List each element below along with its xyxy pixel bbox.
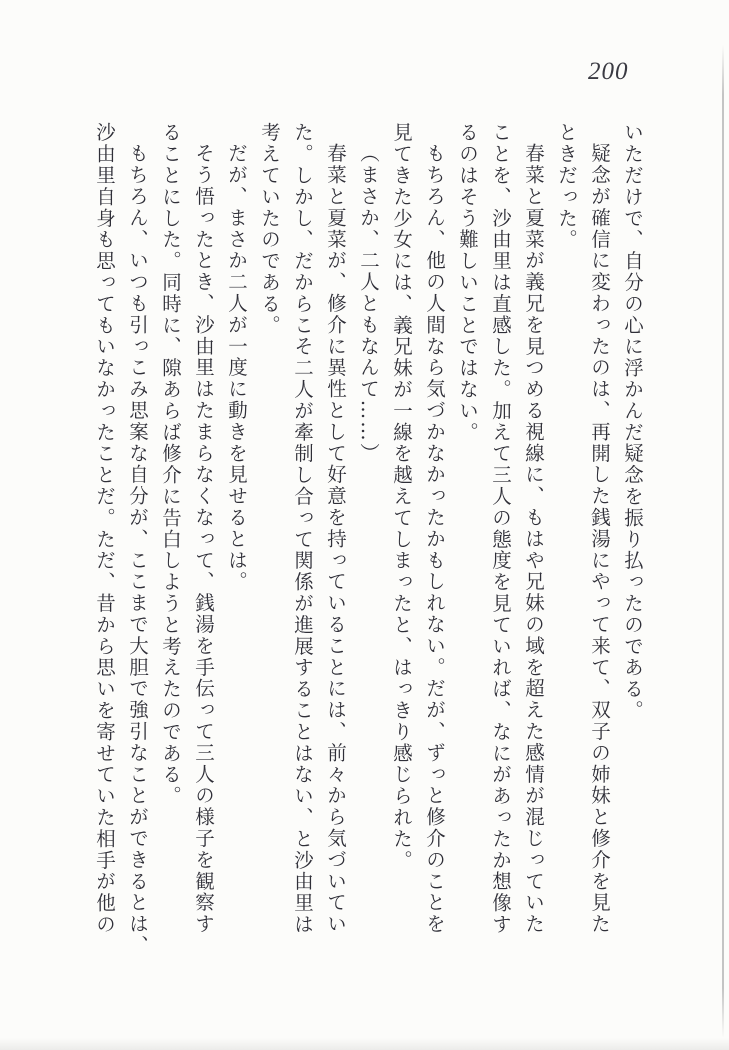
text-line: だが、まさか二人が一度に動きを見せるとは。: [225, 143, 248, 593]
text-line: もちろん、いつも引っこみ思案な自分が、ここまで大胆で強引なことができるとは、: [126, 143, 149, 957]
text-line: た。しかし、だからこそ二人が牽制し合って関係が進展することはない、と沙由里は: [291, 122, 314, 936]
text-line: 沙由里自身も思ってもいなかったことだ。ただ、昔から思いを寄せていた相手が他の: [93, 122, 116, 936]
text-line: もちろん、他の人間なら気づかなかったかもしれない。だが、ずっと修介のことを: [423, 143, 446, 936]
text-line: ことを、沙由里は直感した。加えて三人の態度を見ていれば、なにがあったか想像す: [489, 122, 512, 936]
page-bottom-shadow: [0, 1038, 729, 1050]
text-line: 疑念が確信に変わったのは、再開した銭湯にやって来て、双子の姉妹と修介を見た: [588, 143, 611, 936]
body-text-block: [88, 122, 649, 960]
text-line: 考えていたのである。: [258, 122, 281, 336]
text-line: 春菜と夏菜が義兄を見つめる視線に、もはや兄妹の域を超えた感情が混じっていた: [522, 143, 545, 936]
page-number: 200: [588, 58, 629, 85]
text-line: ときだった。: [555, 122, 578, 251]
text-line: そう悟ったとき、沙由里はたまらなくなって、銭湯を手伝って三人の様子を観察す: [192, 143, 215, 936]
page-right-edge-shadow: [722, 45, 724, 1038]
text-line: 春菜と夏菜が、修介に異性として好意を持っていることには、前々から気づいてい: [324, 143, 347, 936]
text-line: るのはそう難しいことではない。: [456, 122, 479, 443]
text-line: （まさか、二人ともなんて……）: [357, 143, 380, 465]
text-line: ることにした。同時に、隙あらば修介に告白しようと考えたのである。: [159, 122, 182, 807]
text-line: 見てきた少女には、義兄妹が一線を越えてしまったと、はっきり感じられた。: [390, 122, 413, 871]
text-line: いただけで、自分の心に浮かんだ疑念を振り払ったのである。: [621, 122, 644, 722]
